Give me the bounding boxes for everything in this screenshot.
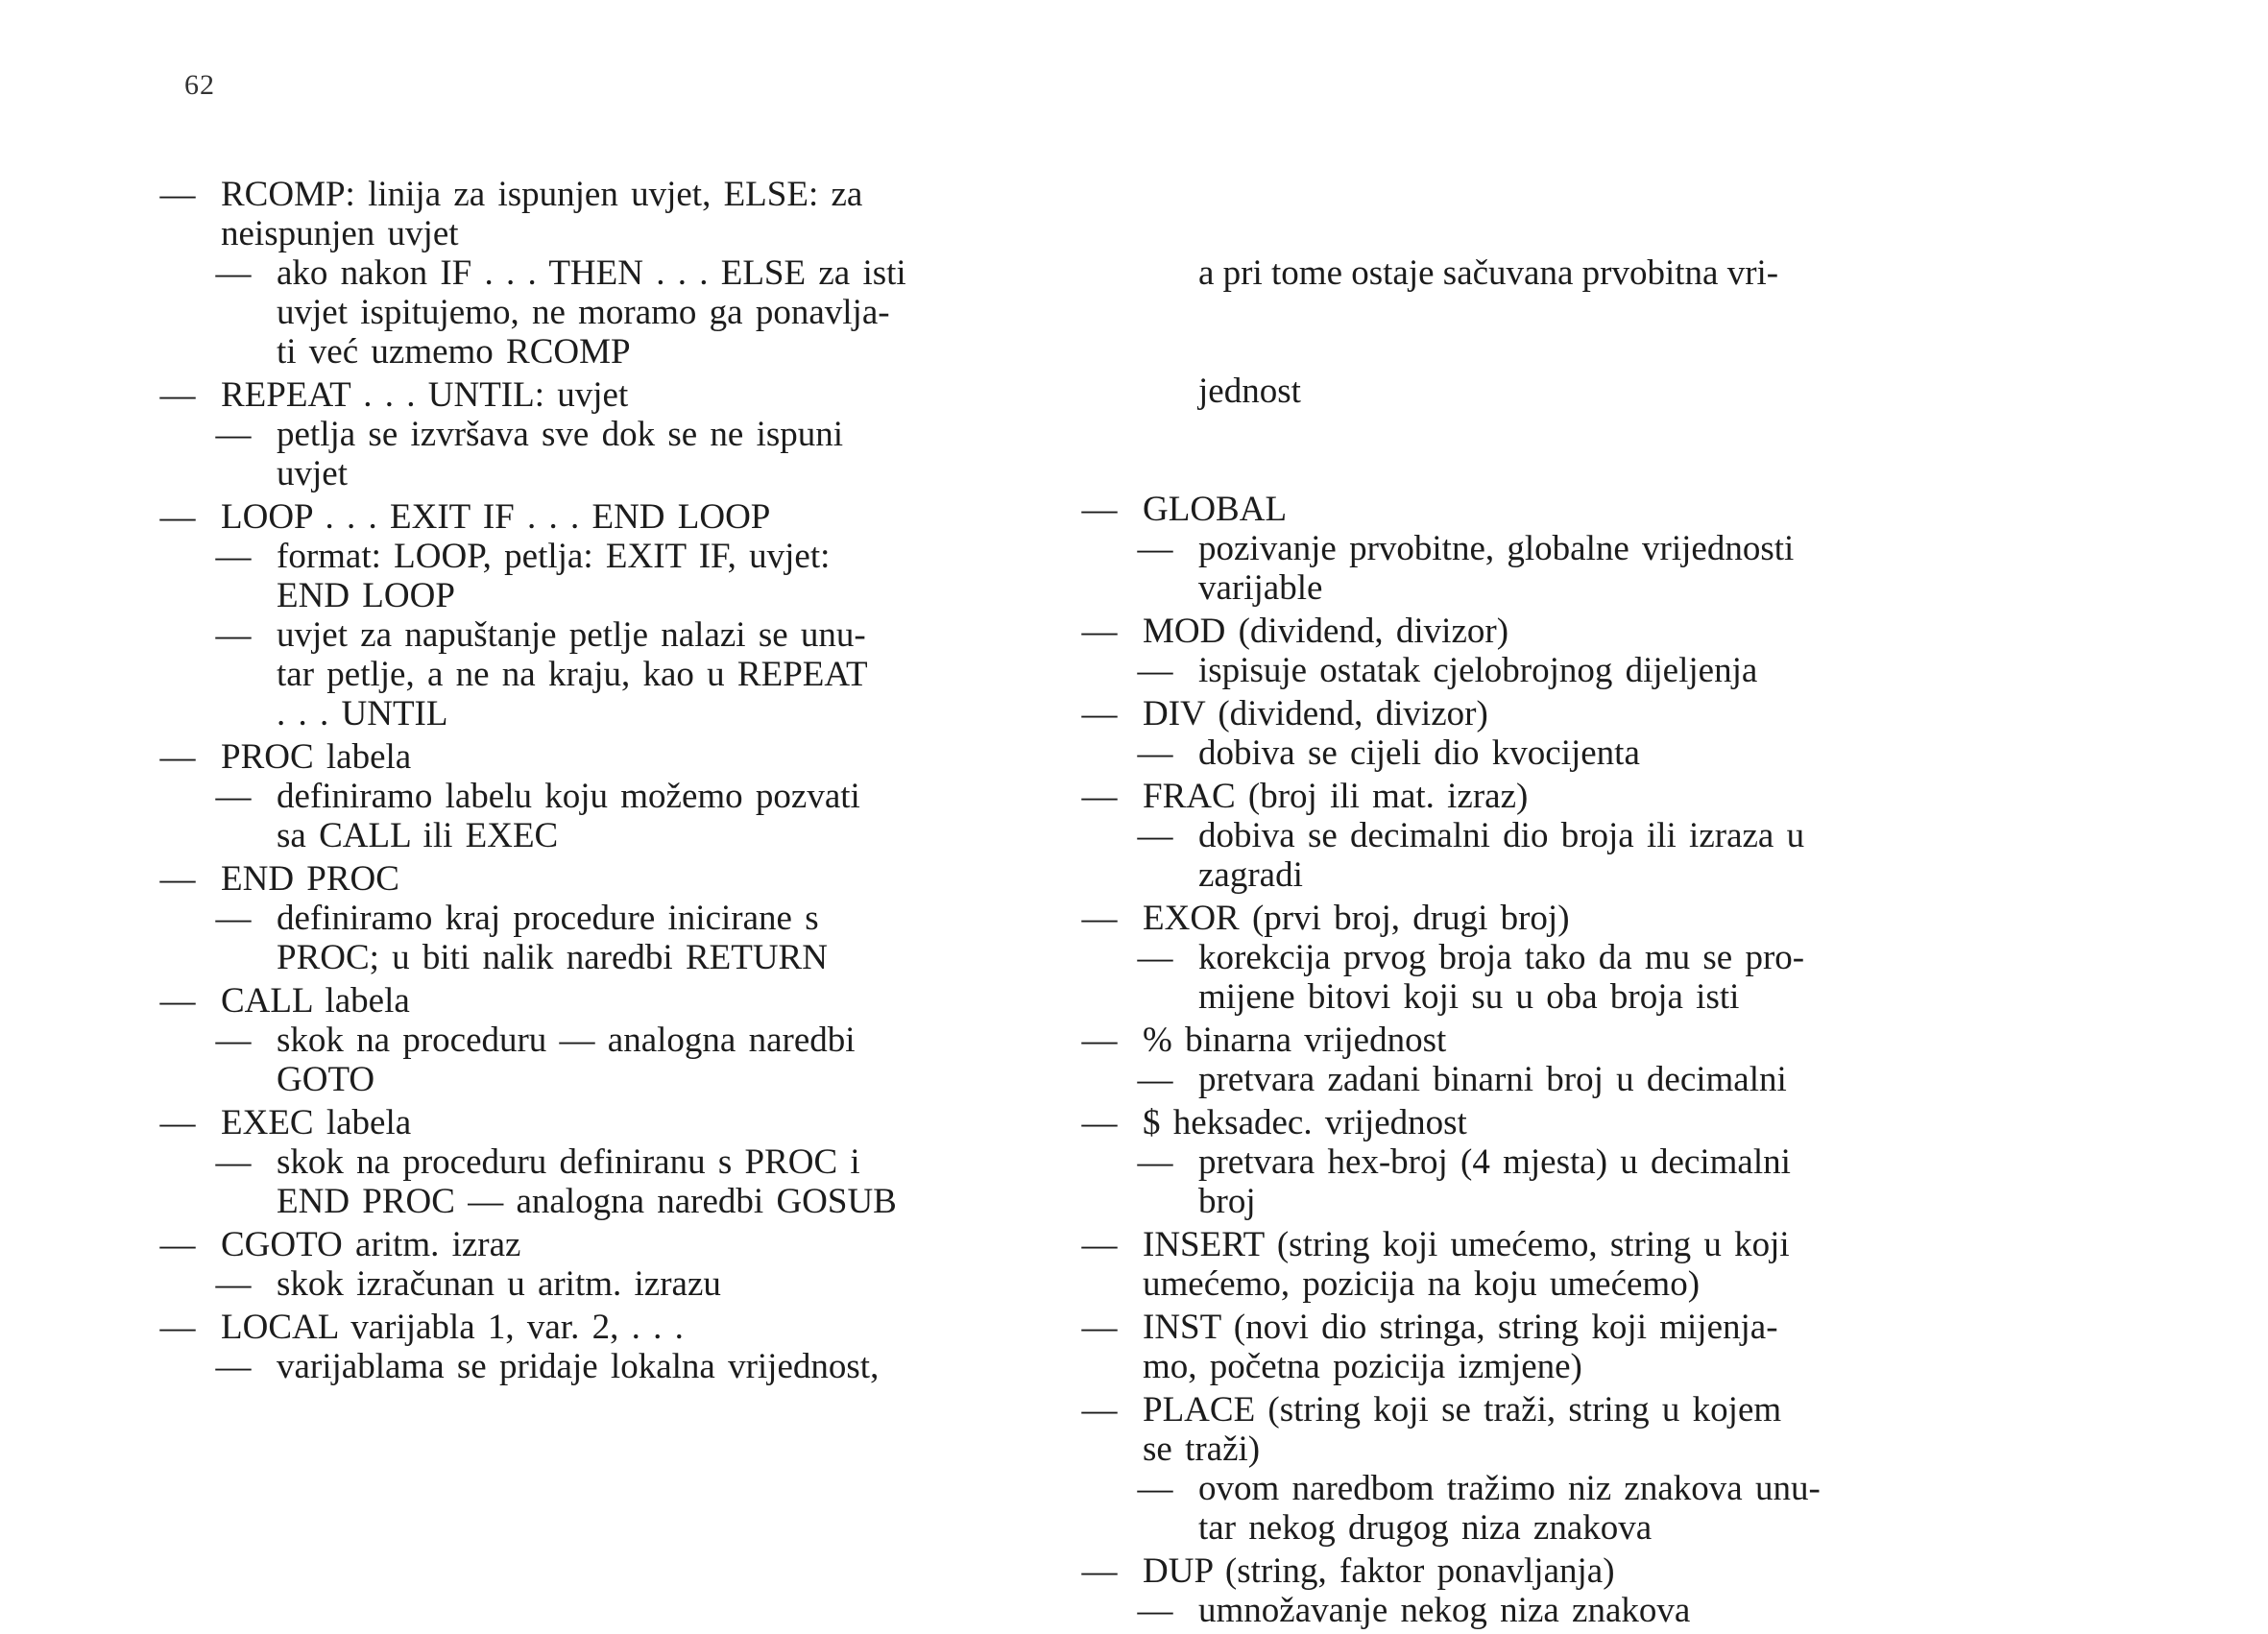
description-line: ovom naredbom tražimo niz znakova unu-	[1198, 1469, 1821, 1508]
command-line: END PROC	[221, 859, 399, 899]
description-line: uvjet ispitujemo, ne moramo ga ponavlja-	[277, 293, 890, 332]
command-description	[154, 1347, 1027, 1386]
description-line: skok na proceduru definiranu s PROC i	[277, 1142, 860, 1182]
command-description	[1075, 1060, 1959, 1099]
command-line: EXOR (prvi broj, drugi broj)	[1143, 899, 1570, 938]
command-line: PROC labela	[221, 737, 412, 777]
command-entry	[154, 375, 1027, 493]
command-entry	[154, 981, 1027, 1099]
command-entry	[1075, 1390, 1959, 1548]
command-heading	[154, 375, 1027, 415]
command-description	[1075, 816, 1959, 895]
command-line: se traži)	[1143, 1430, 1261, 1469]
em-dash: —	[159, 859, 196, 899]
command-heading	[1075, 1308, 1959, 1386]
description-line: varijable	[1198, 568, 1323, 608]
command-heading	[154, 859, 1027, 899]
em-dash: —	[1137, 529, 1173, 568]
command-entry	[154, 175, 1027, 372]
command-description	[1075, 938, 1959, 1017]
em-dash: —	[215, 777, 252, 816]
command-entry	[1075, 490, 1959, 608]
description-line: END LOOP	[277, 576, 455, 615]
description-line: zagradi	[1198, 855, 1303, 895]
description-line: ispisuje ostatak cjelobrojnog dijeljenja	[1198, 651, 1758, 690]
description-line: uvjet za napuštanje petlje nalazi se unu-	[277, 615, 866, 655]
em-dash: —	[215, 537, 252, 576]
command-heading	[1075, 1103, 1959, 1142]
command-line: DIV (dividend, divizor)	[1143, 694, 1488, 733]
description-line: mijene bitovi koji su u oba broja isti	[1198, 977, 1740, 1017]
em-dash: —	[1137, 816, 1173, 855]
description-line: pretvara zadani binarni broj u decimalni	[1198, 1060, 1787, 1099]
command-entry	[1075, 1021, 1959, 1099]
continued-text	[1075, 175, 1959, 490]
command-heading	[1075, 694, 1959, 733]
command-heading	[1075, 1390, 1959, 1469]
em-dash: —	[1081, 1551, 1118, 1591]
left-column	[154, 175, 1027, 1390]
description-line: petlja se izvršava sve dok se ne ispuni	[277, 415, 844, 454]
em-dash: —	[215, 899, 252, 938]
command-line: CALL labela	[221, 981, 410, 1021]
command-description	[154, 777, 1027, 855]
command-heading	[154, 1225, 1027, 1264]
command-entry	[1075, 1308, 1959, 1386]
command-description	[154, 415, 1027, 493]
description-line: skok izračunan u aritm. izrazu	[277, 1264, 721, 1304]
command-entry	[154, 737, 1027, 855]
command-heading	[1075, 899, 1959, 938]
command-line: DUP (string, faktor ponavljanja)	[1143, 1551, 1615, 1591]
command-line: GLOBAL	[1143, 490, 1288, 529]
em-dash: —	[159, 1308, 196, 1347]
command-heading	[1075, 612, 1959, 651]
command-description	[154, 899, 1027, 977]
command-description	[1075, 1142, 1959, 1221]
description-line: uvjet	[277, 454, 348, 493]
command-heading	[154, 175, 1027, 253]
em-dash: —	[159, 497, 196, 537]
command-line: EXEC labela	[221, 1103, 412, 1142]
command-line: $ heksadec. vrijednost	[1143, 1103, 1467, 1142]
command-line: LOOP . . . EXIT IF . . . END LOOP	[221, 497, 771, 537]
description-line: skok na proceduru — analogna naredbi	[277, 1021, 856, 1060]
em-dash: —	[215, 1347, 252, 1386]
em-dash: —	[159, 737, 196, 777]
command-line: % binarna vrijednost	[1143, 1021, 1447, 1060]
command-description	[154, 537, 1027, 615]
command-description	[1075, 733, 1959, 773]
command-line: mo, početna pozicija izmjene)	[1143, 1347, 1582, 1386]
continued-line: a pri tome ostaje sačuvana prvobitna vri-	[1198, 253, 1779, 293]
command-entry	[1075, 1551, 1959, 1630]
em-dash: —	[1081, 1021, 1118, 1060]
command-heading	[1075, 1225, 1959, 1304]
em-dash: —	[1081, 777, 1118, 816]
command-description	[154, 615, 1027, 733]
command-line: INSERT (string koji umećemo, string u koji	[1143, 1225, 1790, 1264]
description-line: GOTO	[277, 1060, 375, 1099]
continued-line: jednost	[1198, 372, 1301, 411]
em-dash: —	[1081, 612, 1118, 651]
command-heading	[1075, 777, 1959, 816]
command-line: neispunjen uvjet	[221, 214, 459, 253]
description-line: ako nakon IF . . . THEN . . . ELSE za isti	[277, 253, 906, 293]
command-heading	[1075, 1021, 1959, 1060]
command-heading	[154, 981, 1027, 1021]
description-line: definiramo labelu koju možemo pozvati	[277, 777, 860, 816]
em-dash: —	[159, 1103, 196, 1142]
command-line: REPEAT . . . UNTIL: uvjet	[221, 375, 629, 415]
right-column	[1075, 175, 1959, 1634]
description-line: ti već uzmemo RCOMP	[277, 332, 631, 372]
description-line: END PROC — analogna naredbi GOSUB	[277, 1182, 897, 1221]
em-dash: —	[215, 1264, 252, 1304]
command-heading	[1075, 490, 1959, 529]
command-entry	[154, 1103, 1027, 1221]
page-number: 62	[184, 69, 215, 101]
description-line: . . . UNTIL	[277, 694, 448, 733]
command-entry	[154, 1308, 1027, 1386]
description-line: broj	[1198, 1182, 1256, 1221]
em-dash: —	[1137, 1591, 1173, 1630]
em-dash: —	[1137, 1142, 1173, 1182]
description-line: pozivanje prvobitne, globalne vrijednosti	[1198, 529, 1795, 568]
command-line: umećemo, pozicija na koju umećemo)	[1143, 1264, 1701, 1304]
command-line: RCOMP: linija za ispunjen uvjet, ELSE: za	[221, 175, 863, 214]
command-description	[154, 253, 1027, 372]
right-entries	[1075, 490, 1959, 1630]
command-heading	[154, 1308, 1027, 1347]
em-dash: —	[215, 615, 252, 655]
em-dash: —	[159, 175, 196, 214]
command-line: PLACE (string koji se traži, string u kojem	[1143, 1390, 1782, 1430]
description-line: umnožavanje nekog niza znakova	[1198, 1591, 1691, 1630]
em-dash: —	[1081, 490, 1118, 529]
description-line: tar petlje, a ne na kraju, kao u REPEAT	[277, 655, 868, 694]
description-line: varijablama se pridaje lokalna vrijednost,	[277, 1347, 880, 1386]
em-dash: —	[1137, 938, 1173, 977]
command-description	[1075, 651, 1959, 690]
command-description	[1075, 529, 1959, 608]
command-entry	[1075, 612, 1959, 690]
em-dash: —	[1081, 899, 1118, 938]
description-line: pretvara hex-broj (4 mjesta) u decimalni	[1198, 1142, 1791, 1182]
em-dash: —	[1081, 1225, 1118, 1264]
description-line: definiramo kraj procedure inicirane s	[277, 899, 819, 938]
command-entry	[154, 1225, 1027, 1304]
command-entry	[1075, 777, 1959, 895]
description-line: tar nekog drugog niza znakova	[1198, 1508, 1653, 1548]
command-line: FRAC (broj ili mat. izraz)	[1143, 777, 1529, 816]
description-line: dobiva se cijeli dio kvocijenta	[1198, 733, 1640, 773]
command-entry	[1075, 1225, 1959, 1304]
description-line: format: LOOP, petlja: EXIT IF, uvjet:	[277, 537, 831, 576]
command-heading	[1075, 1551, 1959, 1591]
em-dash: —	[215, 1142, 252, 1182]
em-dash: —	[1081, 1308, 1118, 1347]
em-dash: —	[1137, 651, 1173, 690]
command-line: MOD (dividend, divizor)	[1143, 612, 1509, 651]
command-line: LOCAL varijabla 1, var. 2, . . .	[221, 1308, 684, 1347]
command-entry	[1075, 694, 1959, 773]
em-dash: —	[1137, 1060, 1173, 1099]
em-dash: —	[1081, 1103, 1118, 1142]
command-heading	[154, 497, 1027, 537]
em-dash: —	[1081, 1390, 1118, 1430]
command-entry	[1075, 899, 1959, 1017]
command-description	[154, 1021, 1027, 1099]
command-description	[1075, 1469, 1959, 1548]
command-entry	[1075, 1103, 1959, 1221]
em-dash: —	[159, 981, 196, 1021]
em-dash: —	[159, 1225, 196, 1264]
command-heading	[154, 737, 1027, 777]
command-description	[1075, 1591, 1959, 1630]
em-dash: —	[1137, 1469, 1173, 1508]
em-dash: —	[215, 1021, 252, 1060]
command-description	[154, 1264, 1027, 1304]
em-dash: —	[215, 253, 252, 293]
command-heading	[154, 1103, 1027, 1142]
em-dash: —	[215, 415, 252, 454]
em-dash: —	[1137, 733, 1173, 773]
command-line: CGOTO aritm. izraz	[221, 1225, 521, 1264]
command-entry	[154, 859, 1027, 977]
em-dash: —	[1081, 694, 1118, 733]
em-dash: —	[159, 375, 196, 415]
description-line: PROC; u biti nalik naredbi RETURN	[277, 938, 828, 977]
command-line: INST (novi dio stringa, string koji mijenja-	[1143, 1308, 1778, 1347]
description-line: sa CALL ili EXEC	[277, 816, 559, 855]
command-entry	[154, 497, 1027, 733]
command-description	[154, 1142, 1027, 1221]
description-line: korekcija prvog broja tako da mu se pro-	[1198, 938, 1805, 977]
description-line: dobiva se decimalni dio broja ili izraza u	[1198, 816, 1805, 855]
